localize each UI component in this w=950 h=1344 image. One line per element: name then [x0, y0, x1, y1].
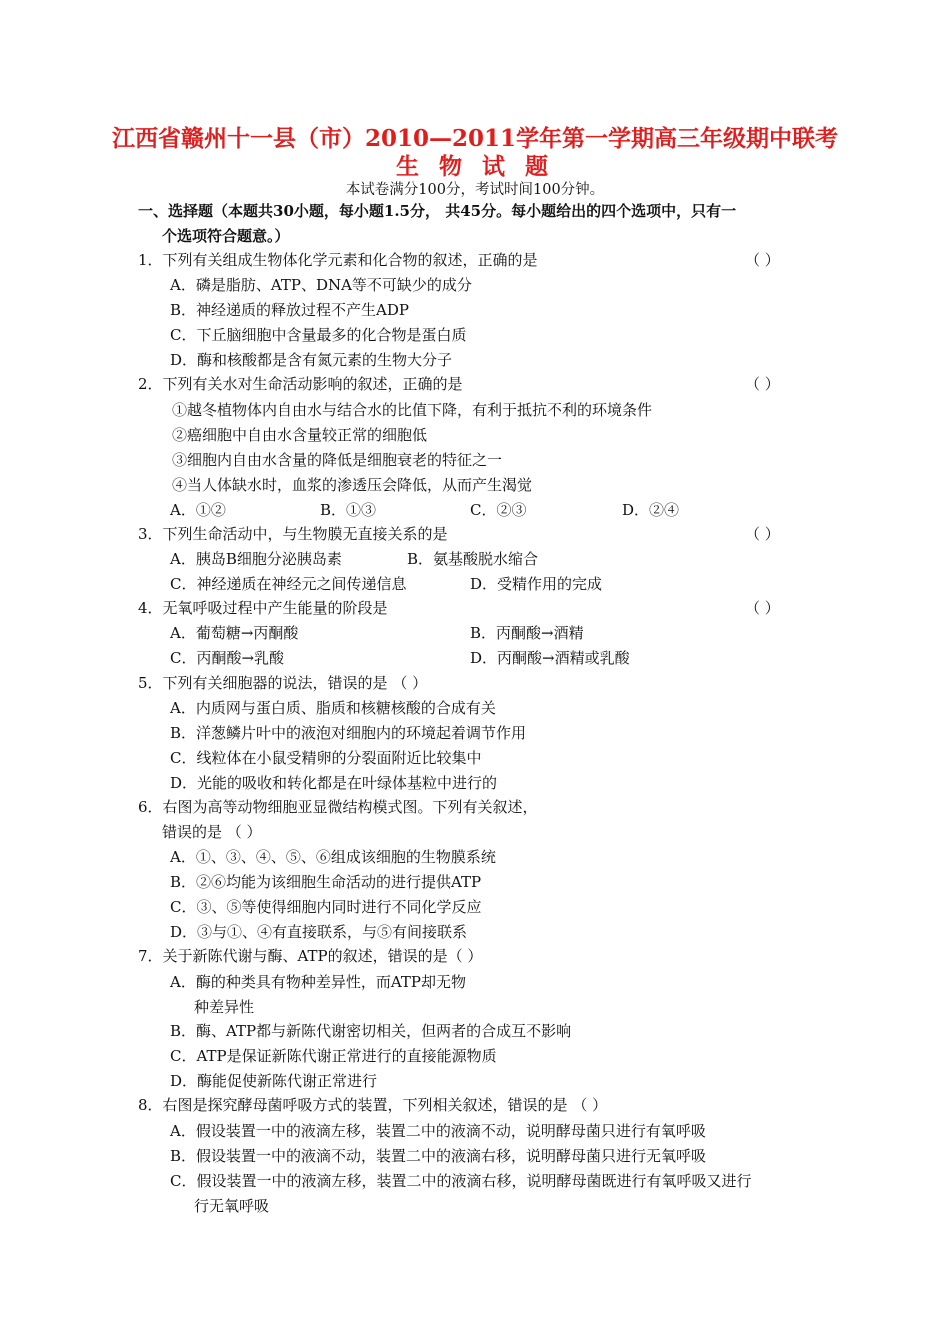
question-2-statement-4: ④当人体缺水时，血浆的渗透压会降低，从而产生渴觉: [172, 476, 533, 494]
question-8-stem: 8．右图是探究酵母菌呼吸方式的装置，下列相关叙述，错误的是 （ ）: [138, 1096, 608, 1114]
question-1-answer-paren: （ ）: [745, 251, 780, 269]
question-7-option-c: C．ATP是保证新陈代谢正常进行的直接能源物质: [170, 1047, 497, 1065]
question-7-option-b: B．酶、ATP都与新陈代谢密切相关，但两者的合成互不影响: [170, 1022, 572, 1040]
question-3-option-c: C．神经递质在神经元之间传递信息: [170, 575, 407, 593]
question-8-option-c: C．假设装置一中的液滴左移，装置二中的液滴右移，说明酵母菌既进行有氧呼吸又进行: [170, 1172, 752, 1190]
question-1-option-d: D．酶和核酸都是含有氮元素的生物大分子: [170, 351, 453, 369]
question-6-option-c: C．③、⑤等使得细胞内同时进行不同化学反应: [170, 898, 482, 916]
question-2-statement-3: ③细胞内自由水含量的降低是细胞衰老的特征之一: [172, 451, 503, 469]
section-heading: 一、选择题（本题共30小题，每小题1.5分， 共45分。每小题给出的四个选项中，只有一: [138, 202, 737, 220]
question-8-option-c-cont: 行无氧呼吸: [194, 1197, 270, 1215]
question-4-option-d: D．丙酮酸→酒精或乳酸: [470, 649, 630, 667]
question-6-stem: 6．右图为高等动物细胞亚显微结构模式图。下列有关叙述，: [138, 798, 538, 816]
question-1-option-c: C．下丘脑细胞中含量最多的化合物是蛋白质: [170, 326, 467, 344]
question-4-stem: 4．无氧呼吸过程中产生能量的阶段是: [138, 599, 388, 617]
question-6-stem-cont: 错误的是 （ ）: [162, 823, 262, 841]
question-3-answer-paren: （ ）: [745, 525, 780, 543]
question-2-option-b: B．①③: [320, 501, 377, 519]
question-1-option-a: A．磷是脂肪、ATP、DNA等不可缺少的成分: [170, 276, 472, 294]
question-8-option-b: B．假设装置一中的液滴不动，装置二中的液滴右移，说明酵母菌只进行无氧呼吸: [170, 1147, 707, 1165]
question-2-option-a: A．①②: [170, 501, 226, 519]
question-3-option-b: B．氨基酸脱水缩合: [407, 550, 539, 568]
question-7-option-a: A．酶的种类具有物种差异性，而ATP却无物: [170, 973, 466, 991]
question-5-stem: 5．下列有关细胞器的说法，错误的是 （ ）: [138, 674, 428, 692]
question-7-option-a-cont: 种差异性: [194, 998, 255, 1016]
question-1-stem: 1．下列有关组成生物体化学元素和化合物的叙述，正确的是: [138, 251, 538, 269]
question-2-answer-paren: （ ）: [745, 375, 780, 393]
question-5-option-b: B．洋葱鳞片叶中的液泡对细胞内的环境起着调节作用: [170, 724, 527, 742]
question-2-option-c: C．②③: [470, 501, 527, 519]
question-5-option-d: D．光能的吸收和转化都是在叶绿体基粒中进行的: [170, 774, 498, 792]
question-4-option-a: A．葡萄糖→丙酮酸: [170, 624, 299, 642]
question-6-option-d: D．③与①、④有直接联系，与⑤有间接联系: [170, 923, 468, 941]
section-heading-cont: 个选项符合题意。）: [162, 227, 290, 245]
question-2-statement-1: ①越冬植物体内自由水与结合水的比值下降，有利于抵抗不利的环境条件: [172, 401, 653, 419]
exam-title: 江西省赣州十一县（市）2010—2011学年第一学期高三年级期中联考: [111, 125, 839, 152]
question-7-stem: 7．关于新陈代谢与酶、ATP的叙述，错误的是（ ）: [138, 947, 483, 965]
question-3-option-a: A．胰岛B细胞分泌胰岛素: [170, 550, 342, 568]
question-3-stem: 3．下列生命活动中，与生物膜无直接关系的是: [138, 525, 448, 543]
question-6-option-b: B．②⑥均能为该细胞生命活动的进行提供ATP: [170, 873, 482, 891]
question-5-option-c: C．线粒体在小鼠受精卵的分裂面附近比较集中: [170, 749, 482, 767]
question-4-option-c: C．丙酮酸→乳酸: [170, 649, 285, 667]
question-2-statement-2: ②癌细胞中自由水含量较正常的细胞低: [172, 426, 428, 444]
exam-subject-title: 生 物 试 题: [395, 153, 555, 180]
question-8-option-a: A．假设装置一中的液滴左移，装置二中的液滴不动，说明酵母菌只进行有氧呼吸: [170, 1122, 706, 1140]
question-4-option-b: B．丙酮酸→酒精: [470, 624, 584, 642]
question-5-option-a: A．内质网与蛋白质、脂质和核糖核酸的合成有关: [170, 699, 496, 717]
question-1-option-b: B．神经递质的释放过程不产生ADP: [170, 301, 409, 319]
exam-info: 本试卷满分100分，考试时间100分钟。: [345, 182, 605, 198]
question-6-option-a: A．①、③、④、⑤、⑥组成该细胞的生物膜系统: [170, 848, 496, 866]
question-3-option-d: D．受精作用的完成: [470, 575, 603, 593]
question-7-option-d: D．酶能促使新陈代谢正常进行: [170, 1072, 378, 1090]
question-2-option-d: D．②④: [622, 501, 680, 519]
question-4-answer-paren: （ ）: [745, 599, 780, 617]
question-2-stem: 2．下列有关水对生命活动影响的叙述，正确的是: [138, 375, 463, 393]
